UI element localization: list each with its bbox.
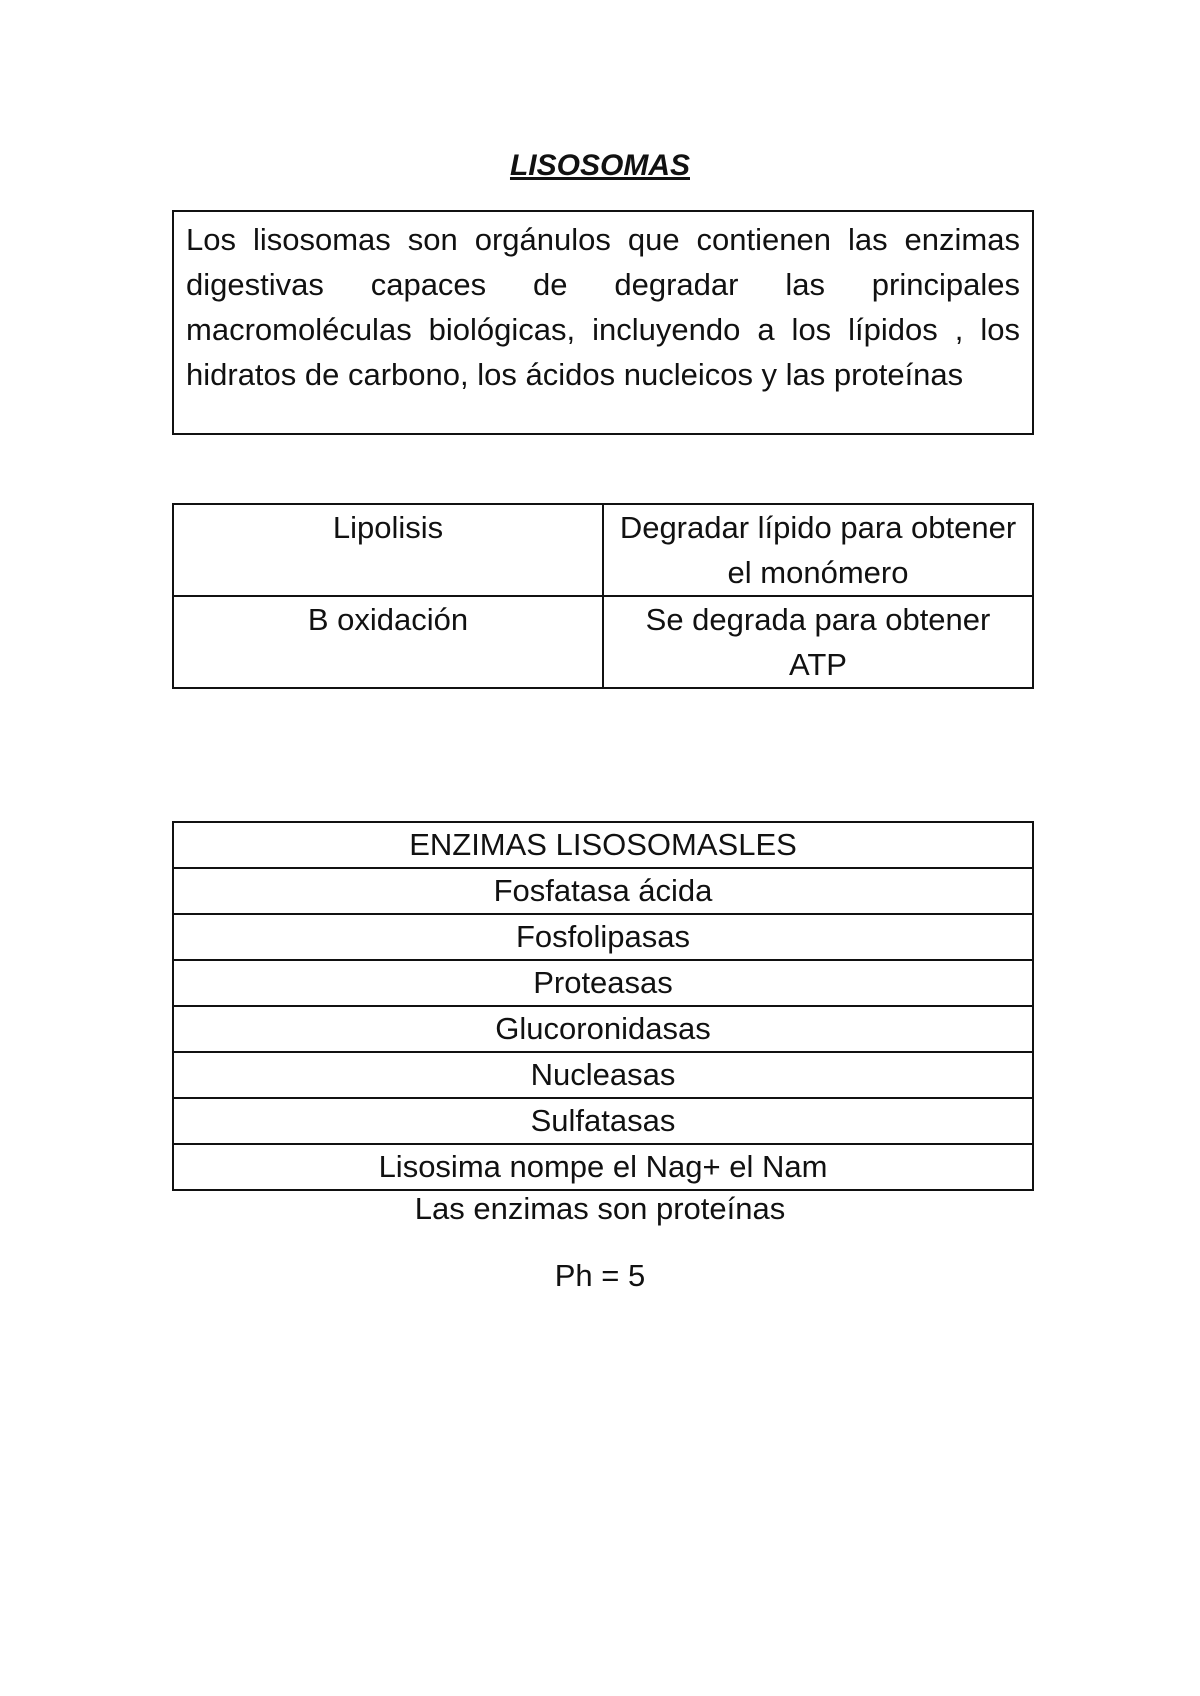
process-description-cell: Degradar lípido para obtener el monómero <box>603 504 1033 596</box>
table-row <box>173 1052 1033 1098</box>
table-row <box>173 960 1033 1006</box>
table-row <box>173 868 1033 914</box>
enzyme-cell: Fosfatasa ácida <box>173 868 1033 914</box>
note-enzymes-proteins: Las enzimas son proteínas <box>414 1191 786 1226</box>
table-row <box>173 914 1033 960</box>
process-table <box>172 503 1034 689</box>
enzyme-cell: Nucleasas <box>173 1052 1033 1098</box>
table-row <box>173 596 1033 688</box>
table-header-row <box>173 822 1033 868</box>
enzyme-cell: Proteasas <box>173 960 1033 1006</box>
enzyme-cell: Glucoronidasas <box>173 1006 1033 1052</box>
note-ph: Ph = 5 <box>554 1258 646 1293</box>
process-name-cell: B oxidación <box>173 596 603 688</box>
enzymes-table-header: ENZIMAS LISOSOMASLES <box>173 822 1033 868</box>
enzyme-cell: Lisosima nompe el Nag+ el Nam <box>173 1144 1033 1190</box>
page-title: LISOSOMAS <box>509 149 690 182</box>
enzyme-cell: Sulfatasas <box>173 1098 1033 1144</box>
table-row <box>173 1098 1033 1144</box>
enzyme-cell: Fosfolipasas <box>173 914 1033 960</box>
table-row <box>173 504 1033 596</box>
intro-text: Los lisosomas son orgánulos que contienen las enzimas digestivas capaces de degradar las principales macromoléculas biológicas, incluyendo a los lípidos , los hidratos de carbono, los ácidos nucleicos y las proteínas <box>186 222 1020 392</box>
table-row <box>173 1006 1033 1052</box>
enzymes-table <box>172 821 1034 1191</box>
intro-box <box>172 210 1034 435</box>
table-row <box>173 1144 1033 1190</box>
process-name-cell: Lipolisis <box>173 504 603 596</box>
process-description-cell: Se degrada para obtener ATP <box>603 596 1033 688</box>
